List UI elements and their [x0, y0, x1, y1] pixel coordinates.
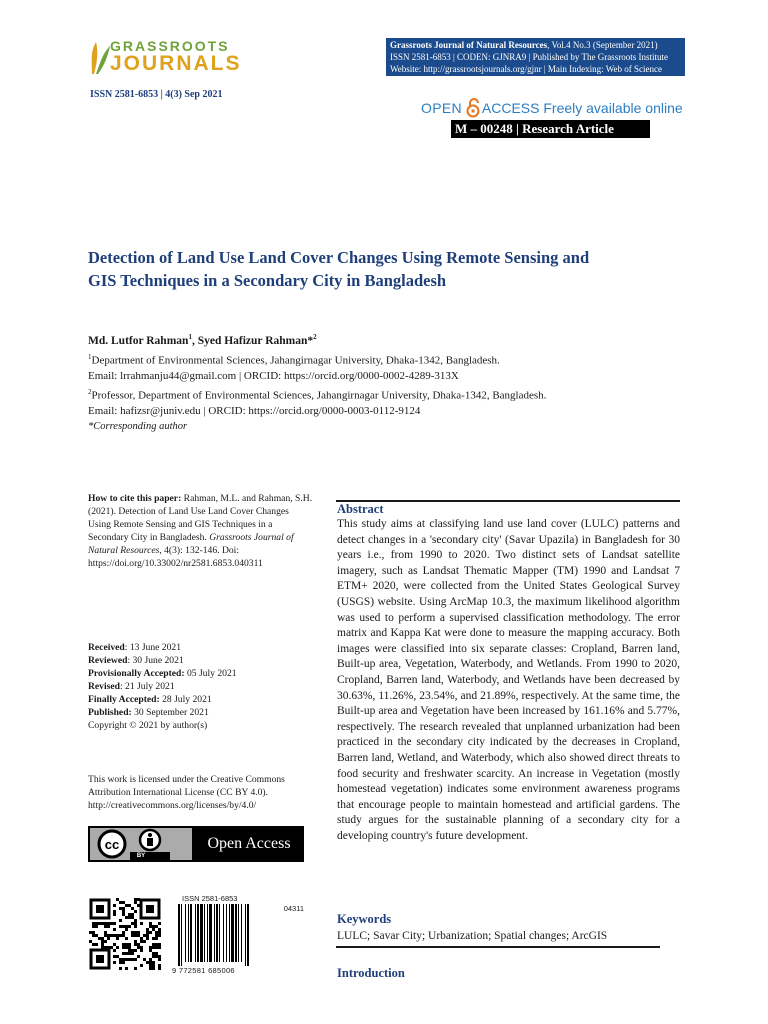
journal-issn-line: ISSN 2581-6853 | CODEN: GJNRA9 | Published by The Grassroots Institute — [390, 52, 668, 62]
open-access-label — [421, 97, 683, 119]
issn-line: ISSN 2581-6853 | 4(3) Sep 2021 — [90, 89, 223, 100]
date-row — [88, 654, 313, 667]
keywords-bottom-rule — [336, 946, 660, 948]
keywords-list: LULC; Savar City; Urbanization; Spatial changes; ArcGIS — [337, 930, 608, 942]
date-label: Received — [88, 642, 125, 653]
logo-word-journals: JOURNALS — [110, 52, 242, 75]
journal-name: Grassroots Journal of Natural Resources — [390, 40, 548, 50]
date-row — [88, 680, 313, 693]
author-name: Md. Lutfor Rahman — [88, 334, 189, 347]
journal-info-banner — [386, 38, 685, 76]
keywords-heading: Keywords — [337, 912, 392, 926]
date-label: Provisionally Accepted: — [88, 668, 185, 679]
barcode-icon — [178, 904, 278, 966]
barcode-digits: 9 772581 685006 — [172, 966, 235, 975]
paper-title — [88, 246, 688, 292]
date-row — [88, 641, 313, 654]
date-value: 05 July 2021 — [184, 668, 237, 679]
license-block — [88, 773, 313, 812]
citation-text: Rahman, M.L. and Rahman, S.H. (2021). Detection of Land Use Land Cover Changes Using Remote Sensing and GIS Techniques in a Secondary City in Bangladesh. — [88, 493, 313, 543]
author-superscript: 2 — [313, 333, 317, 341]
cc-logo — [88, 826, 194, 862]
cc-by-label: BY — [136, 853, 146, 859]
journal-volume: , Vol.4 No.3 (September 2021) — [547, 40, 658, 50]
cc-by-badge[interactable] — [88, 826, 304, 862]
date-label: Published: — [88, 707, 132, 718]
barcode-issn-label: ISSN 2581-6853 — [182, 894, 238, 903]
date-label: Revised — [88, 681, 120, 692]
author-list — [88, 333, 317, 347]
date-row — [88, 667, 313, 680]
leaf-logo-icon — [86, 36, 112, 76]
title-line: Detection of Land Use Land Cover Changes Using Remote Sensing and — [88, 248, 590, 267]
affiliation-superscript: 1 — [88, 353, 92, 361]
citation-label: How to cite this paper: — [88, 493, 182, 504]
issn-barcode — [172, 894, 304, 974]
author-separator: , — [191, 334, 198, 347]
affiliation-text: Department of Environmental Sciences, Jahangirnagar University, Dhaka-1342, Bangladesh. — [91, 354, 500, 367]
copyright-line: Copyright © 2021 by author(s) — [88, 720, 208, 731]
affiliations — [88, 350, 688, 435]
corresponding-author-note: *Corresponding author — [88, 421, 188, 433]
open-access-word: OPEN — [421, 100, 462, 116]
article-id-tag: M – 00248 | Research Article — [451, 120, 650, 138]
journal-logo — [86, 36, 246, 76]
abstract-heading: Abstract — [337, 502, 384, 516]
introduction-heading: Introduction — [337, 966, 405, 980]
author-email-line: Email: lrrahmanju44@gmail.com | ORCID: https://orcid.org/0000-0002-4289-313X — [88, 370, 459, 383]
citation-block — [88, 492, 313, 570]
date-value: 30 September 2021 — [131, 707, 209, 718]
citation-doi: , 4(3): 132-146. Doi: https://doi.org/10.33002/nr2581.6853.040311 — [88, 545, 263, 569]
barcode-addon-number: 04311 — [283, 904, 304, 913]
abstract-top-rule — [336, 500, 680, 502]
date-label: Reviewed — [88, 655, 128, 666]
qr-code — [89, 898, 161, 970]
date-value: : 30 June 2021 — [127, 655, 184, 666]
title-line: GIS Techniques in a Secondary City in Bangladesh — [88, 271, 447, 290]
citation-journal: Grassroots Journal of Natural Resources — [88, 532, 294, 556]
license-link[interactable]: http://creativecommons.org/licenses/by/4.0/ — [88, 800, 257, 811]
open-access-badge-label: Open Access — [194, 826, 304, 862]
qr-code-icon — [89, 898, 161, 970]
author-name: Syed Hafizur Rahman* — [197, 334, 314, 347]
date-value: 28 July 2021 — [159, 694, 212, 705]
open-access-rest: ACCESS Freely available online — [481, 100, 683, 116]
license-text: This work is licensed under the Creative Commons Attribution International License (CC BY 4.0). — [88, 774, 285, 798]
date-row — [88, 693, 313, 706]
date-value: : 21 July 2021 — [119, 681, 175, 692]
open-lock-icon — [466, 98, 480, 118]
logo-word-grassroots: GRASSROOTS — [110, 38, 230, 54]
affiliation-text: Professor, Department of Environmental Sciences, Jahangirnagar University, Dhaka-1342, Bangladesh. — [91, 389, 547, 402]
abstract-body: This study aims at classifying land use land cover (LULC) patterns and detect changes in a 'secondary city' (Savar Upazila) in Bangladesh for 30 years i.e., from 1990 to 2020. Two distinct sets of Landsat satellite imagery, such as Landsat Thematic Mapper (TM) 1990 and Landsat 7 ETM+ 2020, were collected from the United States Geological Survey (USGS) website. Using ArcMap 10.3, the maximum likelihood algorithm was used to perform a supervised classification methodology. The error matrix and Kappa Kat were done to measure the mapping accuracy. Both images were classified into six separate classes: Cropland, Barren land, Built-up area, Vegetation, Waterbody, and Wetlands. From 1990 to 2020, Cropland, Barren land, Waterbody, and Wetlands have been decreased by 30.63%, 11.26%, 23.54%, and 21.89%, respectively. At the same time, the Built-up area and Vegetation have been increased by 161.16% and 5.77%, respectively. The research revealed that unplanned urbanization had been practiced in the secondary city indicated by the decreases in Cropland, Barren land, Wetland, and Waterbody, which also showed direct threats to food security and freshwater scarcity. An increase in Vegetation (mostly homestead vegetation) indicates some environment awareness programs that encourage people to maintain homestead and artificial gardens. The study argues for the sustainable planning of a secondary city for a developing country's future development. — [337, 518, 680, 842]
publication-dates — [88, 641, 313, 732]
journal-website-line: Website: http://grassrootsjournals.org/gjnr | Main Indexing: Web of Science — [390, 64, 662, 74]
author-email-line: Email: hafizsr@juniv.edu | ORCID: https://orcid.org/0000-0003-0112-9124 — [88, 404, 421, 417]
author-superscript: 1 — [188, 333, 192, 341]
affiliation-superscript: 2 — [88, 387, 92, 396]
date-row — [88, 706, 313, 719]
date-value: : 13 June 2021 — [124, 642, 181, 653]
date-label: Finally Accepted: — [88, 694, 160, 705]
svg-text:cc: cc — [104, 837, 120, 852]
